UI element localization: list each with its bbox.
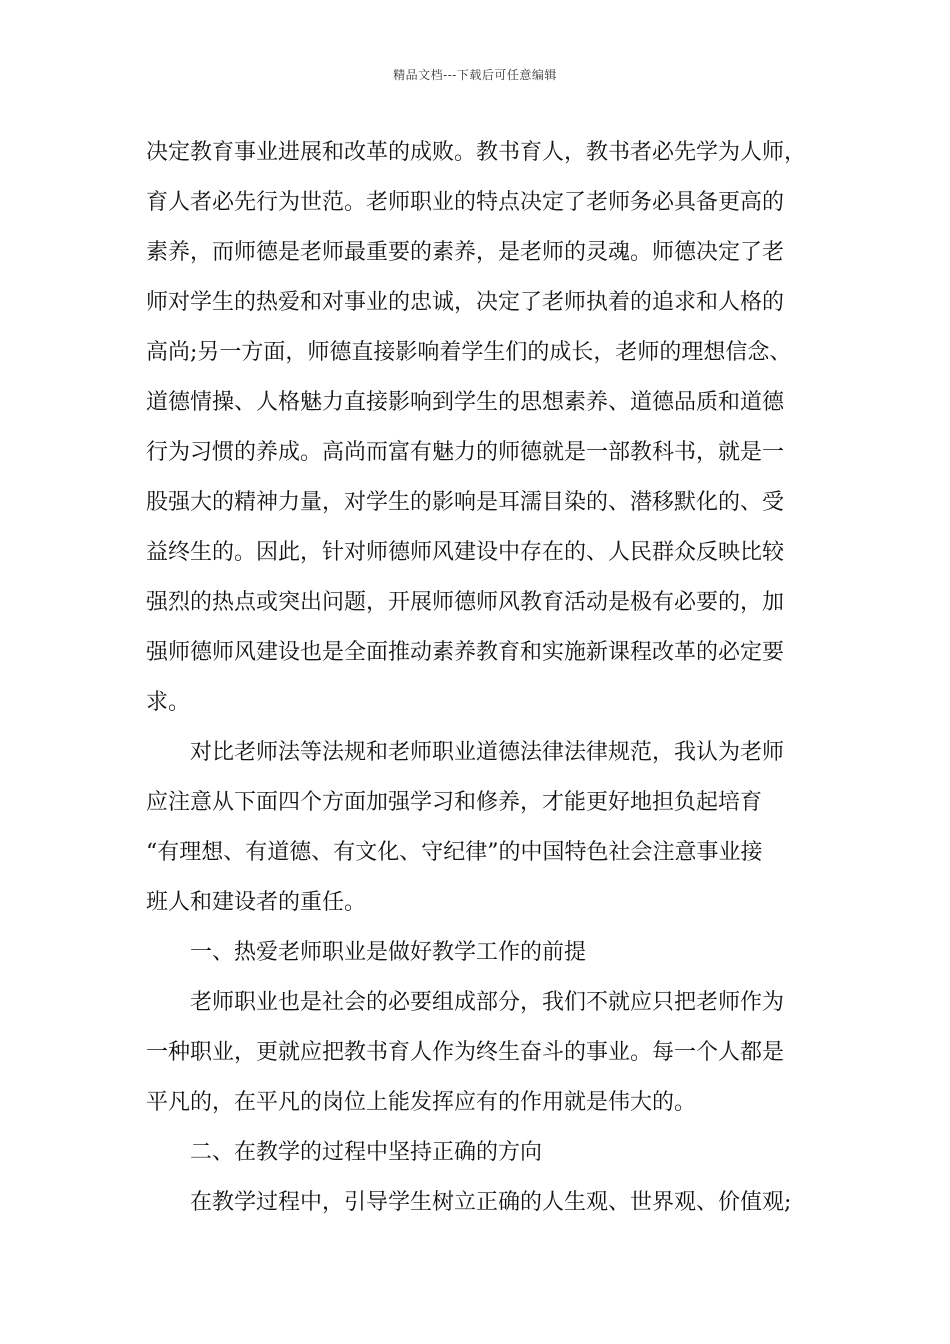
text-line: 求。 bbox=[146, 690, 191, 715]
text-line: 一、热爱老师职业是做好教学工作的前提 bbox=[190, 940, 587, 965]
page-header: 精品文档---下载后可任意编辑 bbox=[393, 68, 557, 82]
text-line: 强烈的热点或突出问题，开展师德师风教育活动是极有必要的，加 bbox=[146, 590, 785, 615]
text-line: 道德情操、人格魅力直接影响到学生的思想素养、道德品质和道德 bbox=[146, 390, 785, 415]
text-line: “有理想、有道德、有文化、守纪律”的中国特色社会注意事业接 bbox=[146, 840, 763, 865]
text-line: 老师职业也是社会的必要组成部分，我们不就应只把老师作为 bbox=[190, 990, 785, 1015]
text-line: 育人者必先行为世范。老师职业的特点决定了老师务必具备更高的 bbox=[146, 190, 785, 215]
text-line: 高尚;另一方面，师德直接影响着学生们的成长，老师的理想信念、 bbox=[146, 340, 792, 365]
text-line: 一种职业，更就应把教书育人作为终生奋斗的事业。每一个人都是 bbox=[146, 1040, 785, 1065]
text-line: 益终生的。因此，针对师德师风建设中存在的、人民群众反映比较 bbox=[146, 540, 785, 565]
text-line: 强师德师风建设也是全面推动素养教育和实施新课程改革的必定要 bbox=[146, 640, 785, 665]
text-line: 素养，而师德是老师最重要的素养，是老师的灵魂。师德决定了老 bbox=[146, 240, 785, 265]
text-line: 对比老师法等法规和老师职业道德法律法律规范，我认为老师 bbox=[190, 740, 785, 765]
text-line: 平凡的，在平凡的岗位上能发挥应有的作用就是伟大的。 bbox=[146, 1090, 697, 1115]
text-line: 在教学过程中，引导学生树立正确的人生观、世界观、价值观; bbox=[190, 1190, 792, 1215]
text-line: 班人和建设者的重任。 bbox=[146, 890, 367, 915]
text-line: 股强大的精神力量，对学生的影响是耳濡目染的、潜移默化的、受 bbox=[146, 490, 785, 515]
document-body bbox=[146, 128, 812, 1228]
text-line: 师对学生的热爱和对事业的忠诚，决定了老师执着的追求和人格的 bbox=[146, 290, 785, 315]
text-line: 应注意从下面四个方面加强学习和修养，才能更好地担负起培育 bbox=[146, 790, 763, 815]
text-line: 决定教育事业进展和改革的成败。教书育人，教书者必先学为人师， bbox=[146, 140, 807, 165]
text-line: 二、在教学的过程中坚持正确的方向 bbox=[190, 1140, 543, 1165]
text-line: 行为习惯的养成。高尚而富有魅力的师德就是一部教科书，就是一 bbox=[146, 440, 785, 465]
